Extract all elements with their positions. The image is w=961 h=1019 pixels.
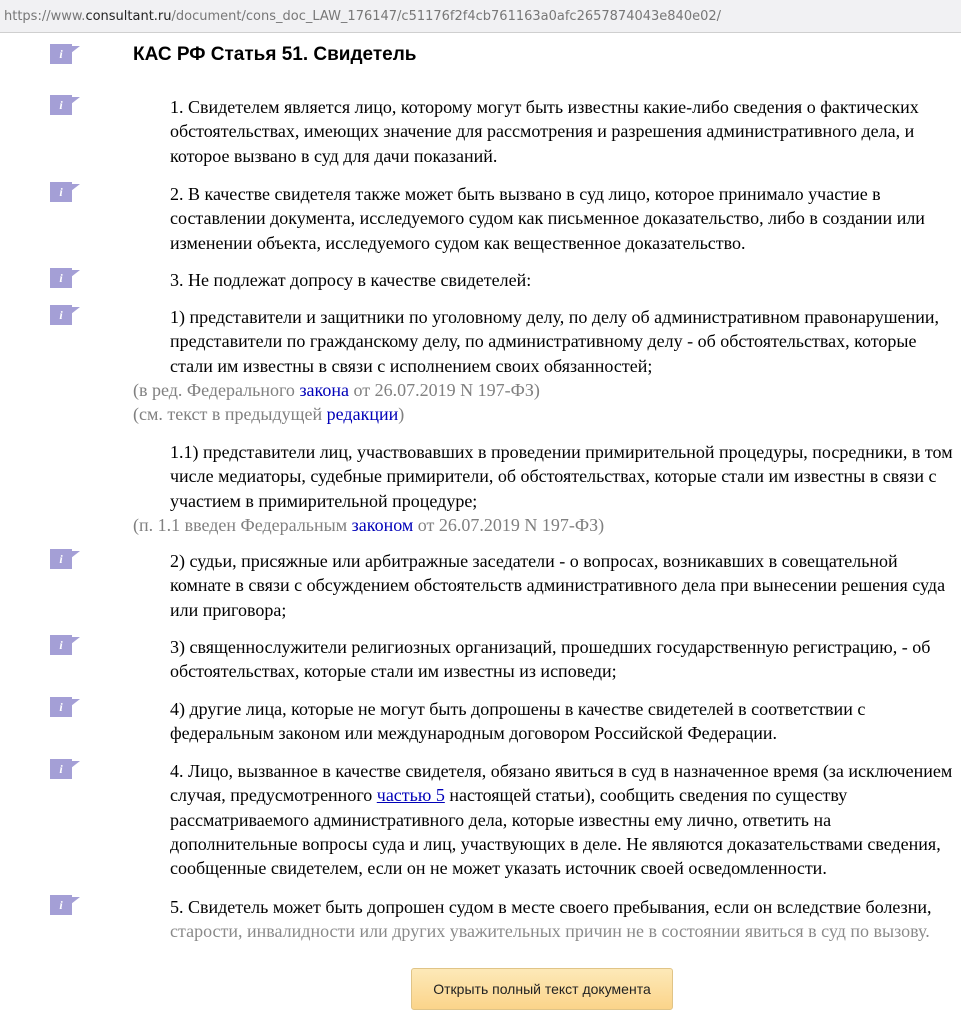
paragraph-3-3: 3) священнослужители религиозных организаций, прошедших государственную регистрацию, - об обстоятельствах, которые стали им известны из исповеди; <box>170 637 931 682</box>
paragraph-5: 5. Свидетель может быть допрошен судом в месте своего пребывания, если он вследствие болезни, старости, инвалидности или других уважительных причин не в состоянии явиться в суд по вызову. <box>133 895 955 959</box>
info-letter: i <box>50 95 72 115</box>
info-icon[interactable] <box>50 95 80 115</box>
info-letter: i <box>50 635 72 655</box>
paragraph-4: 4. Лицо, вызванное в качестве свидетеля, обязано явиться в суд в назначенное время (за исключением случая, предусмотренного частью 5 настоящей статьи), сообщить сведения по существу рассматриваемого административного дела, которые известны ему лично, ответить на дополнительные вопросы суда и лиц, участвующих в деле. Не являются доказательствами сведения, сообщенные свидетелем, если он не может указать источник своей осведомленности. <box>170 761 953 879</box>
paragraph-3-4: 4) другие лица, которые не могут быть допрошены в качестве свидетелей в соответствии с федеральным законом или международным договором Российской Федерации. <box>170 699 866 744</box>
paragraph-1: 1. Свидетелем является лицо, которому могут быть известны какие-либо сведения о фактических обстоятельствах, имеющих значение для рассмотрения и разрешения административного дела, и которое вызвано в суд для дачи показаний. <box>170 97 919 166</box>
open-full-text-button[interactable]: Открыть полный текст документа <box>411 968 673 1010</box>
address-bar[interactable] <box>0 0 961 33</box>
info-icon[interactable] <box>50 305 80 325</box>
url-path: /document/cons_doc_LAW_176147/c51176f2f4cb761163a0afc2657874043e840e02/ <box>171 9 722 24</box>
url-prefix: https://www. <box>4 9 86 24</box>
info-icon[interactable] <box>50 895 80 915</box>
paragraph-2: 2. В качестве свидетеля также может быть вызвано в суд лицо, которое принимало участие в составлении документа, исследуемого судом как письменное доказательство, либо в создании или изменении объекта, исследуемого судом как вещественное доказательство. <box>170 184 925 253</box>
page-title: КАС РФ Статья 51. Свидетель <box>133 44 417 65</box>
info-icon[interactable] <box>50 182 80 202</box>
previous-edition-note: (см. текст в предыдущей редакции) <box>133 404 405 425</box>
paragraph-3-1-1: 1.1) представители лиц, участвовавших в проведении примирительной процедуры, посредники, в том числе медиаторы, судебные примирители, об обстоятельствах, которые стали им известны в связи с участием в примирительной процедуре; (п. 1.1 введен Федеральным законом от 26.07.2019 N 197-ФЗ) <box>133 440 955 537</box>
info-letter: i <box>50 44 72 64</box>
info-icon[interactable] <box>50 44 80 64</box>
info-letter: i <box>50 182 72 202</box>
info-letter: i <box>50 549 72 569</box>
paragraph-3-2: 2) судьи, присяжные или арбитражные заседатели - о вопросах, возникавших в совещательной комнате в связи с обсуждением обстоятельств административного дела при вынесении решения суда или приговора; <box>170 551 946 620</box>
info-icon[interactable] <box>50 759 80 779</box>
edition-link[interactable]: редакции <box>326 404 399 425</box>
info-icon[interactable] <box>50 635 80 655</box>
info-letter: i <box>50 697 72 717</box>
info-letter: i <box>50 895 72 915</box>
paragraph-3-1: 1) представители и защитники по уголовному делу, по делу об административном правонарушении, представители по гражданскому делу, по административному делу - об обстоятельствах, которые стали им известны в связи с исполнением своих обязанностей; (в ред. Федерального закона от 26.07.2019 N 197-ФЗ) (см. текст в предыдущей редакции) <box>133 305 955 426</box>
law-link[interactable]: закона <box>299 379 349 400</box>
url-host: consultant.ru <box>85 9 172 24</box>
paragraph-3: 3. Не подлежат допросу в качестве свидетелей: <box>170 270 532 290</box>
info-letter: i <box>50 268 72 288</box>
info-letter: i <box>50 305 72 325</box>
info-icon[interactable] <box>50 697 80 717</box>
introduced-note: (п. 1.1 введен Федеральным законом от 26.07.2019 N 197-ФЗ) <box>133 514 605 535</box>
info-icon[interactable] <box>50 549 80 569</box>
info-icon[interactable] <box>50 268 80 288</box>
edition-note: (в ред. Федерального закона от 26.07.2019 N 197-ФЗ) <box>133 379 540 400</box>
part-5-link[interactable]: частью 5 <box>376 785 445 806</box>
info-letter: i <box>50 759 72 779</box>
law-link[interactable]: законом <box>351 514 414 535</box>
